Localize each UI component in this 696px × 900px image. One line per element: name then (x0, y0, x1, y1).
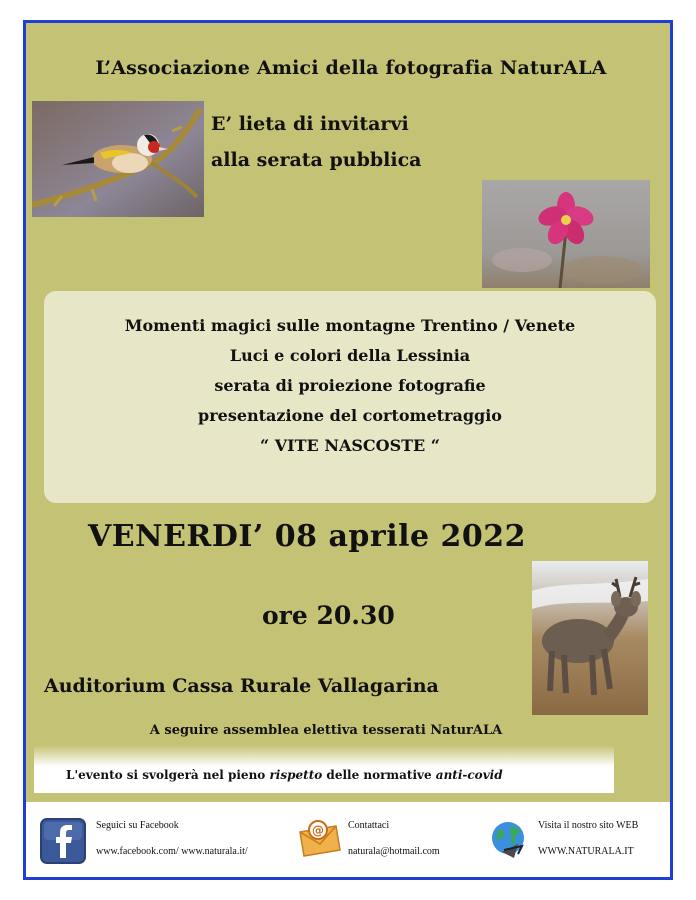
covid-text-4: anti-covid (435, 768, 503, 782)
assembly-notice: A seguire assemblea elettiva tesserati NaturALA (149, 723, 503, 738)
website-url[interactable]: WWW.NATURALA.IT (538, 846, 634, 857)
covid-notice (66, 768, 503, 782)
event-line-5: “ VITE NASCOSTE “ (259, 436, 441, 455)
email-icon[interactable] (296, 816, 342, 862)
covid-text-3: delle normative (322, 768, 436, 782)
flower-photo (482, 180, 650, 288)
facebook-url[interactable]: www.facebook.com/ www.naturala.it/ (96, 846, 248, 857)
event-description-box (44, 291, 656, 503)
poster (23, 20, 673, 880)
association-title: L’Associazione Amici della fotografia NaturALA (95, 57, 607, 79)
event-line-4: presentazione del cortometraggio (198, 406, 502, 425)
footer (26, 802, 670, 878)
svg-text:@: @ (312, 823, 324, 838)
facebook-icon[interactable] (40, 818, 86, 864)
covid-text-1: L'evento si svolgerà nel pieno (66, 768, 270, 782)
contact-label: Contattaci (348, 820, 390, 831)
event-time: ore 20.30 (262, 601, 395, 630)
covid-text-2: rispetto (269, 768, 323, 782)
event-line-3: serata di proiezione fotografie (214, 376, 486, 395)
event-date: VENERDI’ 08 aprile 2022 (88, 519, 527, 554)
event-venue: Auditorium Cassa Rurale Vallagarina (44, 675, 439, 697)
contact-email[interactable]: naturala@hotmail.com (348, 846, 440, 857)
globe-icon[interactable] (488, 818, 528, 860)
facebook-label: Seguici su Facebook (96, 820, 179, 831)
event-line-1: Momenti magici sulle montagne Trentino / Venete (124, 316, 576, 335)
invite-line-1: E’ lieta di invitarvi (211, 113, 409, 135)
invite-line-2: alla serata pubblica (211, 149, 422, 171)
event-line-2: Luci e colori della Lessinia (229, 346, 471, 365)
goldfinch-photo (32, 101, 204, 217)
website-label: Visita il nostro sito WEB (538, 820, 639, 831)
deer-photo (532, 561, 648, 715)
